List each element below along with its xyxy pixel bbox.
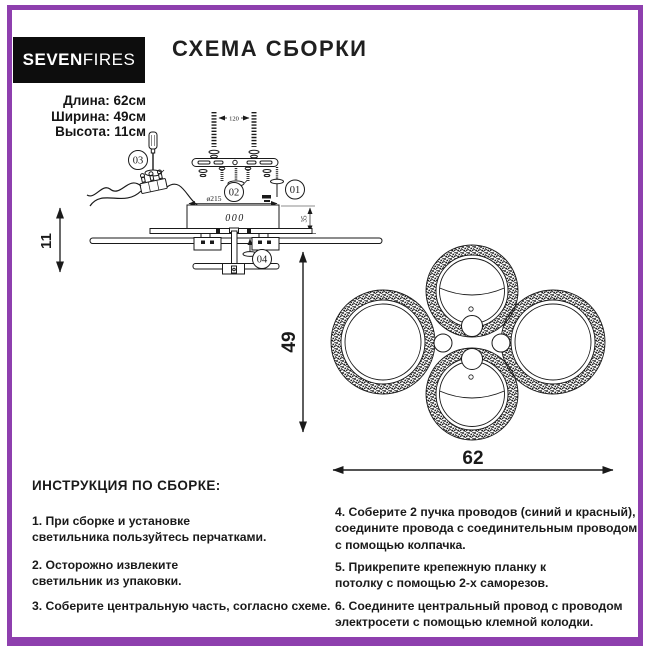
width-dimension bbox=[279, 252, 303, 432]
instruction-line: 1. При сборке и установке bbox=[32, 514, 190, 528]
callout-04 bbox=[253, 250, 272, 269]
instruction-line: светильника пользуйтесь перчатками. bbox=[32, 530, 267, 545]
instruction-line: 2. Осторожно извлеките bbox=[32, 558, 179, 572]
canopy-height-label: 35 bbox=[300, 215, 309, 223]
screw-spacing-label: 120 bbox=[229, 115, 239, 123]
fixture-bottom-view bbox=[279, 245, 613, 470]
terminal-block bbox=[138, 169, 167, 193]
height-dimension bbox=[38, 208, 60, 272]
ring-right bbox=[501, 290, 605, 394]
callout-02 bbox=[225, 183, 244, 202]
canopy-diameter-label: ø215 bbox=[206, 194, 222, 203]
instruction-line: с помощью колпачка. bbox=[335, 537, 466, 552]
svg-text:03: 03 bbox=[132, 155, 144, 167]
instruction-line: потолку с помощью 2-х саморезов. bbox=[335, 576, 549, 591]
fixture-side-view bbox=[90, 228, 382, 274]
width-dimension-label: 49 bbox=[279, 331, 301, 353]
instruction-item-3 bbox=[32, 598, 330, 614]
instruction-line: 3. Соберите центральную часть, согласно схеме. bbox=[32, 599, 331, 613]
height-dimension-label: 11 bbox=[37, 233, 55, 249]
brand-logo-bold: SEVEN bbox=[22, 50, 83, 69]
canopy bbox=[187, 205, 279, 229]
spec-length: Длина: 62см bbox=[63, 93, 146, 108]
mounting-strap bbox=[192, 159, 278, 167]
screwdriver-icon bbox=[145, 132, 164, 176]
instructions-heading: ИНСТРУКЦИЯ ПО СБОРКЕ: bbox=[32, 478, 221, 493]
instruction-line: электросети с помощью клемной колодки. bbox=[335, 615, 594, 630]
brand-logo-light: FIRES bbox=[82, 50, 136, 69]
spec-height: Высота: 11см bbox=[55, 124, 146, 139]
svg-text:01: 01 bbox=[289, 185, 301, 197]
vent-holes-label: 000 bbox=[225, 213, 245, 224]
instruction-line: светильник из упаковки. bbox=[32, 574, 182, 589]
page-title: СХЕМА СБОРКИ bbox=[172, 36, 368, 61]
instruction-item-4 bbox=[335, 504, 637, 553]
ring-left bbox=[331, 290, 435, 394]
length-dimension bbox=[333, 448, 613, 470]
callout-01 bbox=[286, 180, 305, 199]
callout-03 bbox=[129, 151, 148, 170]
length-dimension-label: 62 bbox=[462, 448, 484, 469]
instruction-item-5 bbox=[335, 559, 548, 592]
instruction-item-2 bbox=[32, 557, 181, 590]
svg-text:04: 04 bbox=[256, 254, 268, 266]
instruction-line: 5. Прикрепите крепежную планку к bbox=[335, 560, 547, 574]
svg-text:02: 02 bbox=[228, 187, 240, 199]
instruction-line: соедините провода с соединительным проводом bbox=[335, 521, 638, 536]
instruction-line: 6. Соедините центральный провод с проводом bbox=[335, 599, 623, 613]
instruction-item-1 bbox=[32, 513, 266, 546]
spec-width: Ширина: 49см bbox=[51, 108, 146, 124]
screw-spacing-dimension bbox=[219, 116, 249, 123]
exploded-view bbox=[38, 112, 382, 274]
instruction-line: 4. Соберите 2 пучка проводов (синий и красный), bbox=[335, 505, 636, 519]
instruction-item-6 bbox=[335, 598, 623, 631]
